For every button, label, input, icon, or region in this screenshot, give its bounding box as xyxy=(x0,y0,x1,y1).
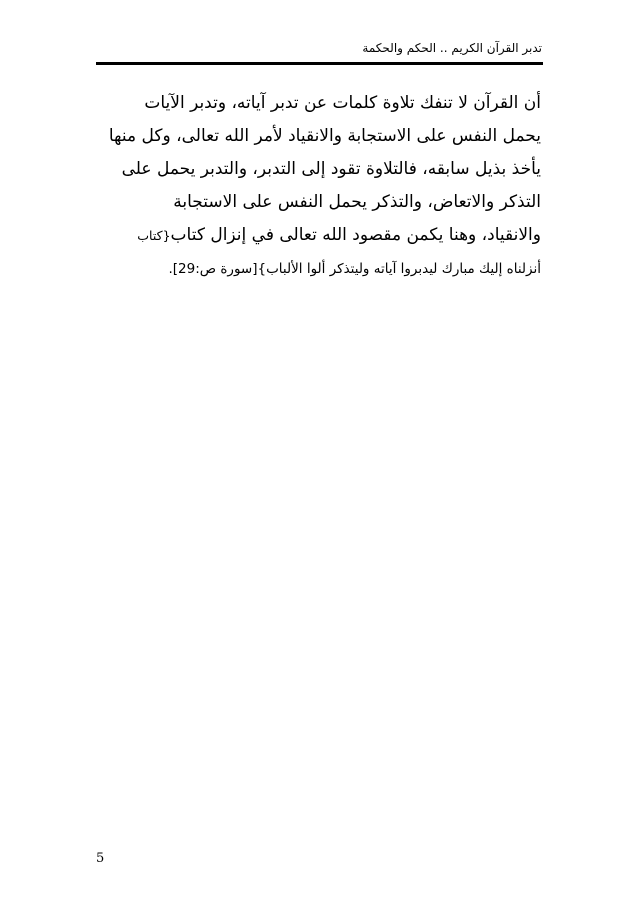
running-header: تدبر القرآن الكريم .. الحكم والحكمة xyxy=(362,41,542,55)
body-paragraph xyxy=(96,87,541,286)
paragraph-line: أن القرآن لا تنفك تلاوة كلمات عن تدبر آياته، وتدبر الآيات xyxy=(144,93,541,113)
paragraph-text: والانقياد، وهنا يكمن مقصود الله تعالى في إنزال كتاب xyxy=(170,225,541,245)
paragraph-line: التذكر والاتعاض، والتذكر يحمل النفس على الاستجابة xyxy=(173,192,541,212)
paragraph-line xyxy=(96,219,541,252)
quote-opening: {كتاب xyxy=(137,228,171,243)
paragraph-line: يأخذ بذيل سابقه، فالتلاوة تقود إلى التدبر، والتدبر يحمل على xyxy=(121,159,541,179)
quranic-quote-line: أنزلناه إليك مبارك ليدبروا آياته وليتذكر ألوا الألباب}[سورة ص:29]. xyxy=(168,261,541,277)
paragraph-line: يحمل النفس على الاستجابة والانقياد لأمر الله تعالى، وكل منها xyxy=(108,126,541,146)
header-rule xyxy=(96,62,543,65)
page-number: 5 xyxy=(96,851,105,866)
